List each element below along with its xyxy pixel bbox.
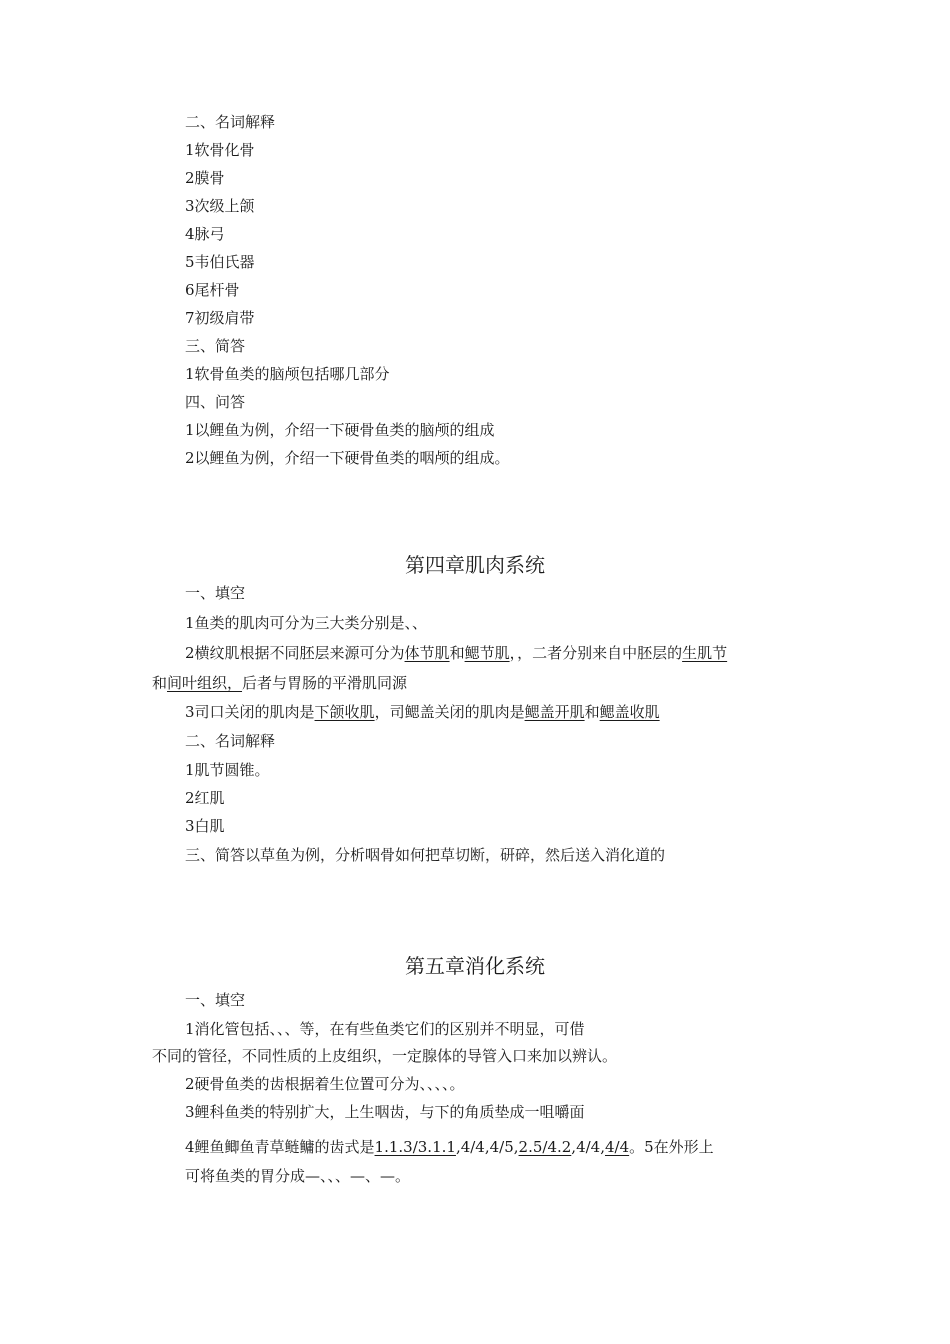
answer-underlined: 鳃节肌 [464, 644, 510, 662]
answer-underlined: 1.1.3/3.1.1 [374, 1138, 456, 1156]
term-item: 4脉弓 [185, 225, 225, 243]
fill-item-continued [152, 673, 407, 693]
fill-item: 3鲤科鱼类的特别扩大，上生咽齿，与下的角质垫成一咀嚼面 [185, 1103, 585, 1121]
term-item: 3白肌 [185, 817, 225, 835]
fill-text: ,4/4,4/5, [455, 1138, 519, 1156]
section-heading-short-answer: 三、简答以草鱼为例，分析咽骨如何把草切断，研碎，然后送入消化道的 [185, 846, 666, 864]
section-heading-terms: 二、名词解释 [185, 732, 276, 750]
fill-text: 和 [152, 674, 168, 692]
term-item: 2红肌 [185, 789, 225, 807]
fill-text: 。5在外形上 [629, 1138, 714, 1156]
fill-text: ，，二者分别来自中胚层的 [509, 644, 683, 662]
answer-underlined: 4/4 [604, 1138, 630, 1156]
fill-item [185, 702, 660, 722]
term-item: 3次级上颌 [185, 197, 255, 215]
question-item: 2以鲤鱼为例，介绍一下硬骨鱼类的咽颅的组成。 [185, 449, 510, 467]
section-heading-fill: 一、填空 [185, 584, 246, 602]
section-heading-short-answer: 三、简答 [185, 337, 246, 355]
fill-item: 1鱼类的肌肉可分为三大类分别是、、 [185, 614, 428, 632]
fill-text: ,4/4, [571, 1138, 605, 1156]
fill-item: 可将鱼类的胃分成—、、、—、—。 [185, 1167, 411, 1185]
question-item: 1以鲤鱼为例，介绍一下硬骨鱼类的脑颅的组成 [185, 421, 495, 439]
fill-item [185, 643, 727, 663]
term-item: 1肌节圆锥。 [185, 761, 270, 779]
answer-underlined: 鳃盖收肌 [599, 703, 660, 721]
chapter-title: 第五章消化系统 [405, 954, 545, 978]
fill-text: 后者与胃肠的平滑肌同源 [242, 674, 408, 692]
question-item: 1软骨鱼类的脑颅包括哪几部分 [185, 365, 390, 383]
fill-item [185, 1137, 714, 1157]
term-item: 6尾杆骨 [185, 281, 240, 299]
term-item: 2膜骨 [185, 169, 225, 187]
section-heading-questions: 四、问答 [185, 393, 246, 411]
answer-underlined: 下颌收肌 [314, 703, 375, 721]
answer-underlined: 2.5/4.2 [518, 1138, 572, 1156]
fill-item-continued: 不同的管径，不同性质的上皮组织，一定腺体的导管入口来加以辨认。 [152, 1047, 618, 1065]
answer-underlined: 鳃盖开肌 [524, 703, 585, 721]
term-item: 7初级肩带 [185, 309, 255, 327]
fill-text: 和 [449, 644, 465, 662]
fill-text: 4鲤鱼鲫鱼青草鲢鳙的齿式是 [185, 1138, 375, 1156]
fill-text: 和 [584, 703, 600, 721]
fill-text: 3司口关闭的肌肉是 [185, 703, 315, 721]
term-item: 5韦伯氏器 [185, 253, 255, 271]
section-heading-terms: 二、名词解释 [185, 113, 276, 131]
section-heading-fill: 一、填空 [185, 991, 246, 1009]
chapter-title: 第四章肌肉系统 [405, 553, 545, 577]
fill-text: ，司鳃盖关闭的肌肉是 [374, 703, 525, 721]
fill-item: 1消化管包括、、、等，在有些鱼类它们的区别并不明显，可借 [185, 1020, 585, 1038]
answer-underlined: 体节肌 [404, 644, 450, 662]
answer-underlined: 间叶组织， [167, 674, 243, 692]
fill-text: 2横纹肌根据不同胚层来源可分为 [185, 644, 405, 662]
answer-underlined: 生肌节 [682, 644, 728, 662]
fill-item: 2硬骨鱼类的齿根据着生位置可分为、、、、。 [185, 1075, 465, 1093]
term-item: 1软骨化骨 [185, 141, 255, 159]
